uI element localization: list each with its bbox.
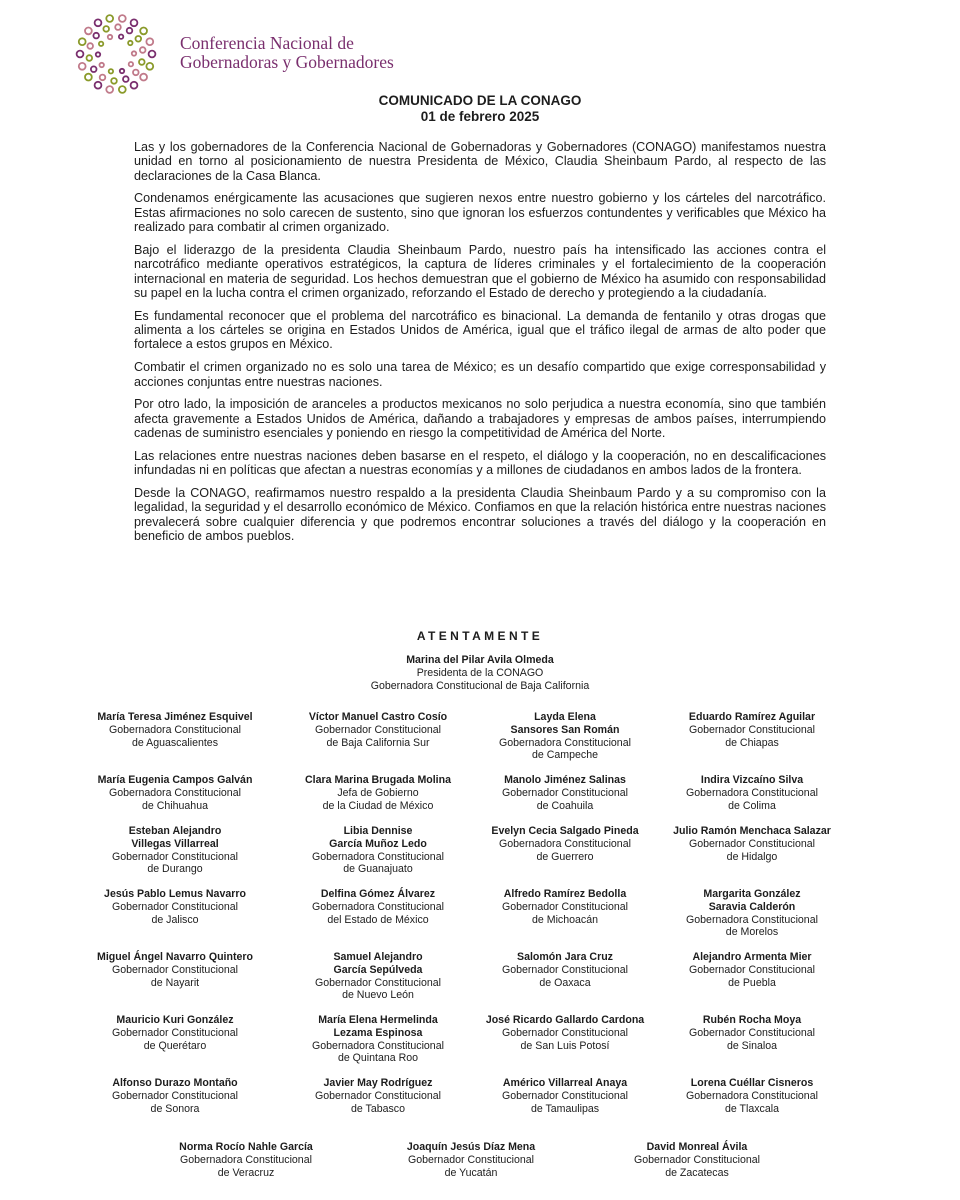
signatory-name: Américo Villarreal Anaya <box>502 1077 628 1089</box>
signatory-role: Gobernador Constitucional <box>111 900 239 913</box>
signatory-name: Alfredo Ramírez Bedolla <box>503 888 627 900</box>
signatory-role: Gobernadora Constitucional <box>312 850 444 863</box>
signatory-name: Manolo Jiménez Salinas <box>504 774 626 786</box>
organization-name-line-1: Conferencia Nacional de <box>180 33 354 53</box>
signatory-role: Gobernadora Constitucional <box>312 900 444 913</box>
signatory-role: Gobernador Constitucional <box>314 976 442 989</box>
signatory-role: Gobernador Constitucional <box>633 1153 761 1166</box>
signatory-role: Gobernador Constitucional <box>688 1026 816 1039</box>
signatory-role: Gobernador Constitucional <box>688 837 816 850</box>
signatory-name: Libia Dennise <box>343 825 413 837</box>
signatory-state: de Querétaro <box>143 1039 207 1052</box>
paragraph: Condenamos enérgicamente las acusaciones que sugieren nexos entre nuestro gobierno y los cárteles del narcotráfico. Estas afirmaciones no solo carecen de sustento, sino que ignoran los esfuerzos contundentes y verificables que México ha realizado para combatir al crimen organizado. <box>134 191 826 235</box>
signatory-role: Gobernadora Constitucional <box>180 1153 312 1166</box>
signatory-role: Gobernador Constitucional <box>501 963 629 976</box>
signatory-name: Lorena Cuéllar Cisneros <box>690 1077 814 1089</box>
paragraph: Por otro lado, la imposición de aranceles a productos mexicanos no solo perjudica a nuestra economía, sino que también afecta gravemente a Estados Unidos de América, dañando a trabajadores y empresas de ambos países, interrumpiendo cadenas de suministro esenciales y poniendo en riesgo la competitividad de América del Norte. <box>134 397 826 441</box>
signatory-name: Clara Marina Brugada Molina <box>305 774 451 786</box>
president-name: Marina del Pilar Avila Olmeda <box>406 654 554 666</box>
signatory-name: Mauricio Kuri González <box>116 1014 234 1026</box>
signatory-state: de Puebla <box>728 976 776 989</box>
signatory-role: Gobernador Constitucional <box>111 1089 239 1102</box>
signatory-name: Jesús Pablo Lemus Navarro <box>104 888 246 900</box>
signatory-name: David Monreal Ávila <box>646 1141 748 1153</box>
signatory-state: de Chihuahua <box>142 799 208 812</box>
signatory-state: del Estado de México <box>327 913 429 926</box>
signatory-role: Gobernador Constitucional <box>688 963 816 976</box>
signatory-name: Samuel Alejandro <box>333 951 423 963</box>
signatory-role: Gobernador Constitucional <box>111 1026 239 1039</box>
signatory-state: de Nuevo León <box>342 989 414 1002</box>
signatory-role: Gobernador Constitucional <box>407 1153 535 1166</box>
signatory <box>136 1141 356 1179</box>
signatory-state: de Oaxaca <box>539 976 591 989</box>
closing-salutation: ATENTAMENTE <box>416 629 544 643</box>
signatory-name: María Teresa Jiménez Esquivel <box>97 711 253 723</box>
signatory-role: Gobernadora Constitucional <box>499 736 631 749</box>
signatory-name: Indira Vizcaíno Silva <box>700 774 804 786</box>
signatory-state: de Baja California Sur <box>326 736 430 749</box>
signatory <box>642 825 862 863</box>
signatory-name: Layda Elena <box>534 711 596 723</box>
signatory-state: de Tlaxcala <box>725 1102 779 1115</box>
signatory-role: Gobernador Constitucional <box>111 963 239 976</box>
signatory <box>642 1014 862 1052</box>
signatory-name: Eduardo Ramírez Aguilar <box>688 711 816 723</box>
signatory-state: de Tabasco <box>351 1102 405 1115</box>
signatory-role: Gobernador Constitucional <box>501 1026 629 1039</box>
signatory-state: de Chiapas <box>725 736 779 749</box>
signatory-name: Javier May Rodríguez <box>323 1077 433 1089</box>
signatory-role: Jefa de Gobierno <box>337 786 419 799</box>
signatory-state: de Michoacán <box>532 913 598 926</box>
signatory-state: de Sonora <box>150 1102 200 1115</box>
signatory-role: Gobernadora Constitucional <box>499 837 631 850</box>
signatory-role: Gobernadora Constitucional <box>312 1039 444 1052</box>
signatory <box>361 1141 581 1179</box>
signatory <box>65 711 285 749</box>
signatory-role: Gobernador Constitucional <box>501 1089 629 1102</box>
signatory <box>642 774 862 812</box>
signatory-name: Delfina Gómez Álvarez <box>320 888 436 900</box>
signatory-name: García Sepúlveda <box>333 963 423 976</box>
signatory-role: Gobernadora Constitucional <box>109 786 241 799</box>
signatory-state: de Quintana Roo <box>337 1052 419 1065</box>
signatory-state: de Colima <box>728 799 776 812</box>
signatory-role: Gobernador Constitucional <box>688 723 816 736</box>
president-state: Gobernadora Constitucional de Baja California <box>370 680 590 692</box>
signatory-name: Miguel Ángel Navarro Quintero <box>97 951 253 963</box>
signatory-name: Alfonso Durazo Montaño <box>112 1077 238 1089</box>
signatory <box>65 1077 285 1115</box>
signatory-role: Gobernador Constitucional <box>111 850 239 863</box>
paragraph: Desde la CONAGO, reafirmamos nuestro respaldo a la presidenta Claudia Sheinbaum Pardo y a su compromiso con la legalidad, la seguridad y el desarrollo económico de México. Confiamos en que la relación histórica entre nuestras naciones prevalecerá sobre cualquier diferencia y que podremos encontrar soluciones a través del diálogo y la cooperación en beneficio de ambos pueblos. <box>134 486 826 543</box>
signatory-name: Salomón Jara Cruz <box>517 951 613 963</box>
signatory-role: Gobernador Constitucional <box>501 900 629 913</box>
signatory-name: José Ricardo Gallardo Cardona <box>485 1014 645 1026</box>
president-role: Presidenta de la CONAGO <box>416 667 544 679</box>
signatory-state: de la Ciudad de México <box>322 799 434 812</box>
signatory-role: Gobernador Constitucional <box>501 786 629 799</box>
signatory-state: de Guanajuato <box>343 863 413 876</box>
signatory-state: de Guerrero <box>536 850 594 863</box>
signatory <box>642 1077 862 1115</box>
signatory-state: de Coahuila <box>536 799 594 812</box>
signatory-name: Norma Rocío Nahle García <box>179 1141 313 1153</box>
signatory-name: Sansores San Román <box>510 723 620 736</box>
signatory <box>65 888 285 926</box>
signatory <box>642 888 862 939</box>
signatory-name: Víctor Manuel Castro Cosío <box>308 711 448 723</box>
document-title: COMUNICADO DE LA CONAGO <box>378 93 582 108</box>
signatory-name: Evelyn Cecia Salgado Pineda <box>491 825 639 837</box>
signatory-state: de Aguascalientes <box>132 736 218 749</box>
paragraph: Combatir el crimen organizado no es solo una tarea de México; es un desafío compartido que exige corresponsabilidad y acciones conjuntas entre nuestras naciones. <box>134 360 826 389</box>
signatory-name: Alejandro Armenta Mier <box>692 951 812 963</box>
signatory-state: de Durango <box>147 863 203 876</box>
signatory-state: de Jalisco <box>151 913 199 926</box>
signatory <box>642 951 862 989</box>
signatory-name: Margarita González <box>703 888 801 900</box>
signatory <box>65 1014 285 1052</box>
signatory-name: Villegas Villarreal <box>131 837 219 850</box>
signatory-role: Gobernadora Constitucional <box>686 1089 818 1102</box>
signatory <box>587 1141 807 1179</box>
signatory-state: de Nayarit <box>150 976 200 989</box>
signatory <box>65 825 285 876</box>
signatory-name: Esteban Alejandro <box>128 825 222 837</box>
organization-name-line-2: Gobernadoras y Gobernadores <box>180 52 394 72</box>
signatory <box>65 951 285 989</box>
signatory-role: Gobernador Constitucional <box>314 723 442 736</box>
signatory-role: Gobernadora Constitucional <box>686 913 818 926</box>
signatory-state: de Veracruz <box>217 1166 275 1179</box>
paragraph: Las y los gobernadores de la Conferencia Nacional de Gobernadoras y Gobernadores (CONAGO) manifestamos nuestra unidad en torno al posicionamiento de nuestra Presidenta de México, Claudia Sheinbaum Pardo, al respecto de las declaraciones de la Casa Blanca. <box>134 140 826 183</box>
signatory-state: de Tamaulipas <box>530 1102 600 1115</box>
signatory-name: María Eugenia Campos Galván <box>97 774 253 786</box>
signatory-state: de Hidalgo <box>726 850 778 863</box>
signatory-name: Julio Ramón Menchaca Salazar <box>673 825 831 837</box>
signatory-name: Joaquín Jesús Díaz Mena <box>406 1141 536 1153</box>
paragraph: Las relaciones entre nuestras naciones deben basarse en el respeto, el diálogo y la cooperación, no en descalificaciones infundadas ni en políticas que afectan a nuestras economías y a millones de ciudadanos en ambos lados de la frontera. <box>134 448 826 478</box>
signatory-name: Lezama Espinosa <box>333 1026 423 1039</box>
signatory-name: García Muñoz Ledo <box>329 837 427 850</box>
signatory-name: María Elena Hermelinda <box>318 1014 438 1026</box>
paragraph: Es fundamental reconocer que el problema del narcotráfico es binacional. La demanda de fentanilo y otras drogas que alimenta a los cárteles se origina en Estados Unidos de América, igual que el tráfico ilegal de armas de alto poder que fortalece a estos grupos en México. <box>134 308 826 352</box>
signatory-state: de Sinaloa <box>726 1039 778 1052</box>
paragraph: Bajo el liderazgo de la presidenta Claudia Sheinbaum Pardo, nuestro país ha intensificado las acciones contra el narcotráfico mediante operativos estratégicos, la captura de líderes criminales y el fortalecimiento de la cooperación internacional en materia de seguridad. Los hechos demuestran que el gobierno de México ha asumido con responsabilidad su papel en la lucha contra el crimen organizado, reforzando el Estado de derecho y protegiendo a la ciudadanía. <box>134 242 826 300</box>
document-date: 01 de febrero 2025 <box>420 109 540 124</box>
signatory-role: Gobernadora Constitucional <box>686 786 818 799</box>
signatory-state: de Morelos <box>725 926 779 939</box>
signatory-name: Saravia Calderón <box>708 900 796 913</box>
signatory <box>642 711 862 749</box>
signatory-state: de Yucatán <box>444 1166 498 1179</box>
signatory-state: de Campeche <box>532 749 598 762</box>
signatory-role: Gobernadora Constitucional <box>109 723 241 736</box>
signatory-name: Rubén Rocha Moya <box>702 1014 802 1026</box>
signatory-state: de Zacatecas <box>665 1166 729 1179</box>
signatory-role: Gobernador Constitucional <box>314 1089 442 1102</box>
signatory <box>65 774 285 812</box>
signatory-state: de San Luis Potosí <box>520 1039 610 1052</box>
